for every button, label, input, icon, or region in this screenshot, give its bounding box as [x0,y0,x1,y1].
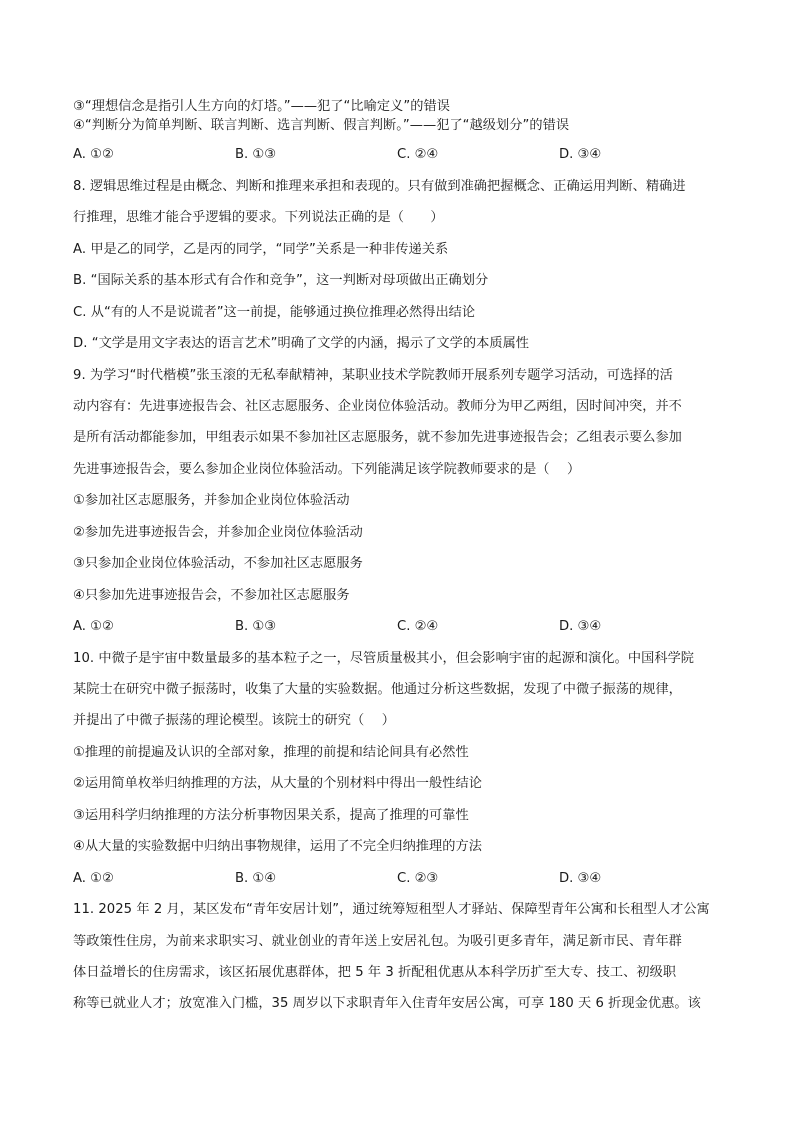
option-c: C. ②④ [397,147,439,162]
option-a: A. ①② [73,147,114,162]
prev-options-row [73,146,733,164]
q10-item-2: ②运用简单枚举归纳推理的方法，从大量的个别材料中得出一般性结论 [73,776,482,791]
prev-item-4: ④“判断分为简单判断、联言判断、选言判断、假言判断。”——犯了“越级划分”的错误 [73,118,570,133]
option-d: D. ③④ [559,871,602,886]
prev-item-3: ③“理想信念是指引人生方向的灯塔。”——犯了“比喻定义”的错误 [73,99,450,114]
q10-options-row [73,870,733,888]
option-a: A. ①② [73,871,114,886]
option-d: D. ③④ [559,147,602,162]
q11-stem-line-3: 体日益增长的住房需求，该区拓展优惠群体，把 5 年 3 折配租优惠从本科学历扩至大专、技工、初级职 [73,965,677,980]
q8-choice-b: B. “国际关系的基本形式有合作和竞争”，这一判断对母项做出正确划分 [73,273,489,288]
q9-item-3: ③只参加企业岗位体验活动，不参加社区志愿服务 [73,556,363,571]
q10-stem-line-1: 10. 中微子是宇宙中数量最多的基本粒子之一，尽管质量极其小，但会影响宇宙的起源和演化。中国科学院 [73,651,695,666]
q9-item-1: ①参加社区志愿服务，并参加企业岗位体验活动 [73,493,350,508]
q8-choice-a: A. 甲是乙的同学，乙是丙的同学，“同学”关系是一种非传递关系 [73,242,449,257]
q10-stem-line-3: 并提出了中微子振荡的理论模型。该院士的研究（ ） [73,713,395,728]
q9-stem-line-3: 是所有活动都能参加，甲组表示如果不参加社区志愿服务，就不参加先进事迹报告会；乙组表示要么参加 [73,430,682,445]
q8-choice-c: C. 从“有的人不是说谎者”这一前提，能够通过换位推理必然得出结论 [73,305,476,320]
option-d: D. ③④ [559,619,602,634]
option-a: A. ①② [73,619,114,634]
q8-stem-line-1: 8. 逻辑思维过程是由概念、判断和推理来承担和表现的。只有做到准确把握概念、正确运用判断、精确进 [73,179,686,194]
q9-item-2: ②参加先进事迹报告会，并参加企业岗位体验活动 [73,525,363,540]
q8-choice-d: D. “文学是用文字表达的语言艺术”明确了文学的内涵，揭示了文学的本质属性 [73,336,530,351]
q9-stem-line-4: 先进事迹报告会，要么参加企业岗位体验活动。下列能满足该学院教师要求的是（ ） [73,462,581,477]
option-b: B. ①③ [235,147,277,162]
q11-stem-line-1: 11. 2025 年 2 月，某区发布“青年安居计划”，通过统筹短租型人才驿站、保障型青年公寓和长租型人才公寓 [73,902,710,917]
q10-item-3: ③运用科学归纳推理的方法分析事物因果关系，提高了推理的可靠性 [73,808,469,823]
option-c: C. ②④ [397,619,439,634]
option-c: C. ②③ [397,871,439,886]
q10-item-4: ④从大量的实验数据中归纳出事物规律，运用了不完全归纳推理的方法 [73,839,482,854]
q11-stem-line-4: 称等已就业人才；放宽准入门槛，35 周岁以下求职青年入住青年安居公寓，可享 180 天 6 折现金优惠。该 [73,996,701,1011]
q9-options-row [73,618,733,636]
q10-item-1: ①推理的前提遍及认识的全部对象，推理的前提和结论间具有必然性 [73,745,469,760]
q9-item-4: ④只参加先进事迹报告会，不参加社区志愿服务 [73,588,350,603]
q9-stem-line-2: 动内容有：先进事迹报告会、社区志愿服务、企业岗位体验活动。教师分为甲乙两组，因时间冲突，并不 [73,399,682,414]
option-b: B. ①④ [235,871,277,886]
q8-stem-line-2: 行推理，思维才能合乎逻辑的要求。下列说法正确的是（ ） [73,210,444,225]
q9-stem-line-1: 9. 为学习“时代楷模”张玉滚的无私奉献精神，某职业技术学院教师开展系列专题学习活动，可选择的活 [73,368,673,383]
q10-stem-line-2: 某院士在研究中微子振荡时，收集了大量的实验数据。他通过分析这些数据，发现了中微子振荡的规律， [73,682,682,697]
q11-stem-line-2: 等政策性住房，为前来求职实习、就业创业的青年送上安居礼包。为吸引更多青年，满足新市民、青年群 [73,934,682,949]
option-b: B. ①③ [235,619,277,634]
